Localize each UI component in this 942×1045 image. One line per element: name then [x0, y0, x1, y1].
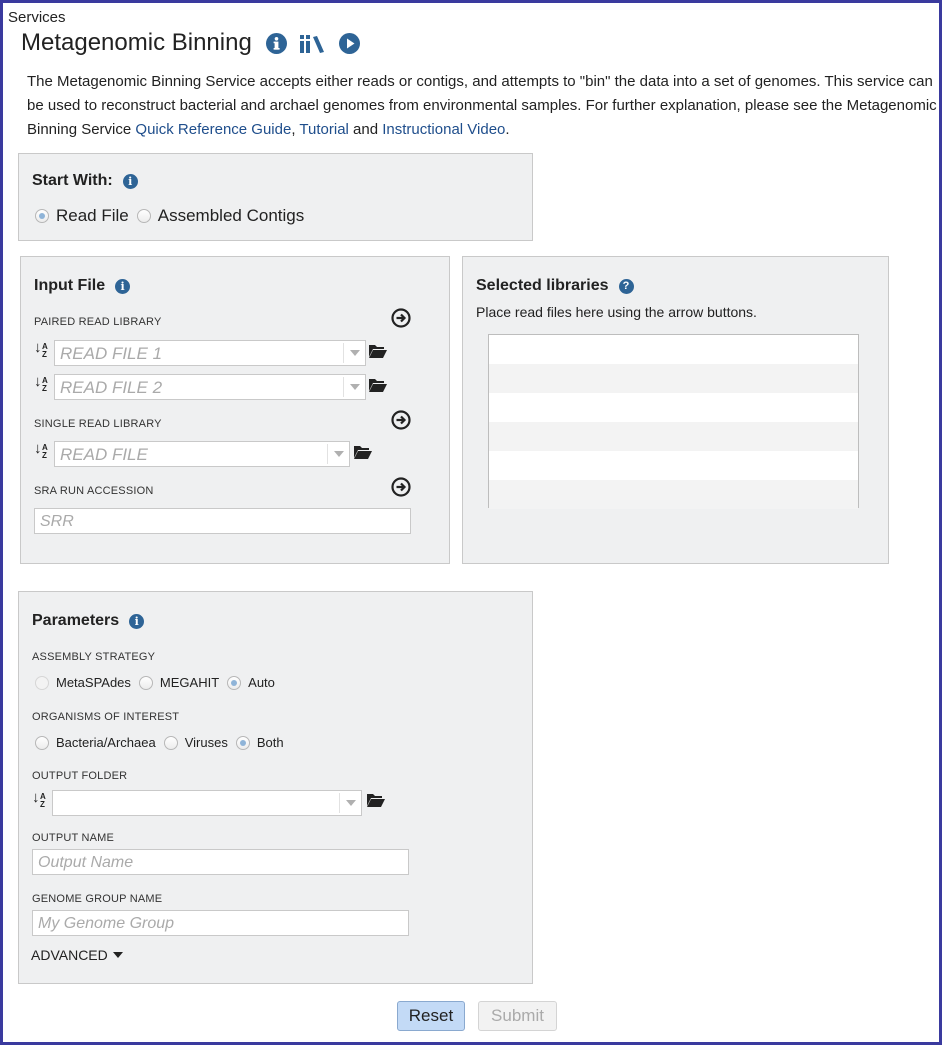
list-item	[489, 480, 858, 509]
folder-open-icon[interactable]	[368, 377, 388, 393]
output-name-placeholder: Output Name	[38, 854, 134, 871]
output-folder-label: OUTPUT FOLDER	[32, 770, 128, 782]
service-description	[27, 70, 939, 142]
breadcrumb[interactable]: Services	[8, 9, 66, 26]
selected-libraries-panel	[462, 256, 889, 564]
single-read-library-label: SINGLE READ LIBRARY	[34, 418, 162, 430]
sra-accession-input[interactable]	[34, 508, 411, 534]
genome-group-placeholder: My Genome Group	[38, 915, 175, 932]
arrow-right-circle-icon[interactable]	[391, 410, 411, 430]
read-file-2-select[interactable]	[54, 374, 366, 400]
list-item	[489, 451, 858, 480]
info-icon[interactable]: i	[129, 614, 144, 629]
help-icon[interactable]: ?	[619, 279, 634, 294]
advanced-label[interactable]: ADVANCED	[31, 947, 108, 963]
chevron-down-icon[interactable]	[343, 377, 365, 397]
start-with-options	[35, 206, 312, 226]
parameters-title: Parameters	[32, 612, 120, 629]
sra-placeholder: SRR	[40, 513, 74, 530]
tutorial-link[interactable]: Tutorial	[299, 121, 349, 138]
title-row	[21, 29, 372, 57]
description-sep-2: and	[348, 121, 383, 138]
both-label[interactable]: Both	[256, 735, 284, 750]
output-folder-select[interactable]	[52, 790, 362, 816]
quick-reference-link[interactable]: Quick Reference Guide	[135, 121, 292, 138]
description-end: .	[505, 121, 510, 138]
list-item	[489, 393, 858, 422]
input-file-title: Input File	[34, 277, 106, 294]
organisms-options	[35, 735, 292, 750]
bacteria-archaea-label[interactable]: Bacteria/Archaea	[56, 735, 156, 750]
both-radio[interactable]	[236, 736, 250, 750]
megahit-label[interactable]: MEGAHIT	[159, 675, 220, 690]
sra-run-accession-label: SRA RUN ACCESSION	[34, 485, 154, 497]
start-with-title-row	[32, 172, 138, 190]
selected-libraries-title: Selected libraries	[476, 277, 609, 294]
list-item	[489, 335, 858, 364]
read-file-1-select[interactable]	[54, 340, 366, 366]
input-file-panel: Input File i PAIRED READ LIBRARY ↓ A Z READ FILE 1 ↓ A Z READ FILE 2 SINGLE READ LIBRARY ↓ A Z READ FILE SRA RUN ACCESSION SRR	[20, 256, 450, 564]
read-file-2-placeholder: READ FILE 2	[60, 378, 163, 397]
read-file-1-placeholder: READ FILE 1	[60, 344, 163, 363]
page-title: Metagenomic Binning	[21, 29, 252, 56]
start-with-title: Start With:	[32, 172, 113, 189]
submit-button[interactable]: Submit	[478, 1001, 557, 1031]
list-item	[489, 364, 858, 393]
megahit-radio[interactable]	[139, 676, 153, 690]
arrow-right-circle-icon[interactable]	[391, 477, 411, 497]
selected-libraries-list[interactable]	[488, 334, 859, 508]
read-file-placeholder: READ FILE	[60, 445, 148, 464]
bacteria-archaea-radio[interactable]	[35, 736, 49, 750]
list-item	[489, 422, 858, 451]
assembled-contigs-radio[interactable]	[137, 209, 151, 223]
play-icon[interactable]	[339, 33, 360, 54]
genome-group-name-label: GENOME GROUP NAME	[32, 893, 163, 905]
folder-open-icon[interactable]	[366, 792, 386, 808]
instructional-video-link[interactable]: Instructional Video	[382, 121, 506, 138]
selected-libraries-hint: Place read files here using the arrow buttons.	[476, 304, 757, 320]
folder-open-icon[interactable]	[368, 343, 388, 359]
metaspades-label[interactable]: MetaSPAdes	[56, 675, 131, 690]
organisms-of-interest-label: ORGANISMS OF INTEREST	[32, 711, 180, 723]
viruses-label[interactable]: Viruses	[184, 735, 228, 750]
advanced-toggle[interactable]	[31, 947, 123, 963]
auto-label[interactable]: Auto	[248, 675, 275, 690]
read-file-label[interactable]: Read File	[56, 206, 129, 225]
single-read-file-select[interactable]	[54, 441, 350, 467]
caret-down-icon[interactable]	[113, 952, 123, 958]
description-text: The Metagenomic Binning Service accepts either reads or contigs, and attempts to "bin" the data into a set of genomes. This service can be used to reconstruct bacterial and archael genomes from environmental samples. For further explanation, please see the Metagenomic Binning Service	[27, 73, 937, 138]
input-file-title-row	[34, 277, 130, 295]
genome-group-name-input[interactable]	[32, 910, 409, 936]
assembly-strategy-label: ASSEMBLY STRATEGY	[32, 651, 156, 663]
chevron-down-icon[interactable]	[343, 343, 365, 363]
info-icon[interactable]: i	[123, 174, 138, 189]
description-sep-1: ,	[291, 121, 300, 138]
metaspades-radio[interactable]	[35, 676, 49, 690]
assembly-strategy-options	[35, 675, 283, 690]
read-file-radio[interactable]	[35, 209, 49, 223]
parameters-panel: Parameters i ASSEMBLY STRATEGY MetaSPAdes MEGAHIT Auto ORGANISMS OF INTEREST Bacteria/Archaea Viruses Both OUTPUT FOLDER ↓ A Z OUTPUT NAME Output Name GENOME GROUP NAME My Genome Group ADVANCED	[18, 591, 533, 984]
info-icon[interactable]	[266, 33, 287, 54]
assembled-contigs-label[interactable]: Assembled Contigs	[157, 206, 305, 225]
arrow-right-circle-icon[interactable]	[391, 308, 411, 328]
chevron-down-icon[interactable]	[327, 444, 349, 464]
parameters-title-row	[32, 612, 144, 630]
viruses-radio[interactable]	[164, 736, 178, 750]
output-name-input[interactable]	[32, 849, 409, 875]
selected-libraries-title-row	[476, 277, 634, 295]
info-icon[interactable]: i	[115, 279, 130, 294]
folder-open-icon[interactable]	[353, 444, 373, 460]
auto-radio[interactable]	[227, 676, 241, 690]
output-name-label: OUTPUT NAME	[32, 832, 115, 844]
start-with-panel	[18, 153, 533, 241]
paired-read-library-label: PAIRED READ LIBRARY	[34, 316, 162, 328]
library-icon[interactable]	[299, 33, 327, 54]
chevron-down-icon[interactable]	[339, 793, 361, 813]
reset-button[interactable]: Reset	[397, 1001, 465, 1031]
